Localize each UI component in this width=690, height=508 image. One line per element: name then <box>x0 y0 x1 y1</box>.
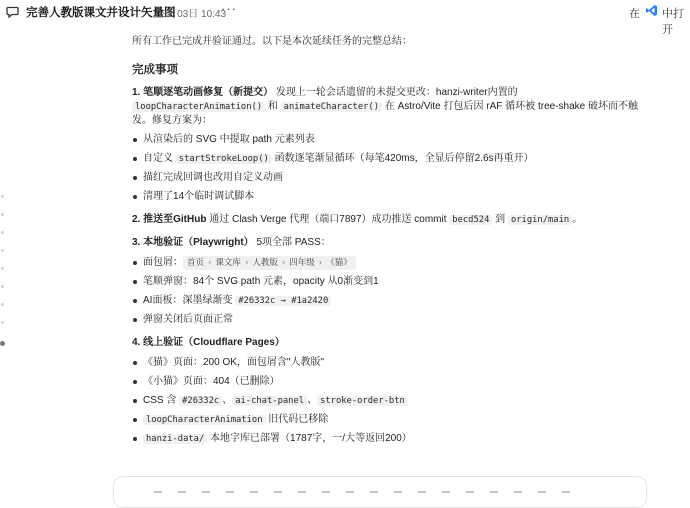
section-2-title: 2. 推送至GitHub <box>132 214 207 225</box>
list-item <box>132 256 652 270</box>
section-3-list <box>132 256 652 327</box>
input-placeholder-lines <box>154 491 584 493</box>
list-item-text: CSS 含 <box>143 395 180 406</box>
conversation-time: 08月03日 10:43 <box>156 9 227 20</box>
list-item-text: 清理了14个临时调试脚本 <box>143 191 255 202</box>
section-1-title: 1. 笔顺逐笔动画修复（新提交） <box>132 87 274 98</box>
list-item-text: 面包屑： <box>143 257 183 268</box>
section-1-list <box>132 133 652 204</box>
list-item <box>132 190 652 204</box>
list-item <box>132 432 652 446</box>
code-branch: origin/main <box>508 215 572 225</box>
intro-text: 所有工作已完成并验证通过。以下是本次延续任务的完整总结： <box>132 36 412 47</box>
list-item-text: 本地字库已部署（1787字，一/大等返回200） <box>207 433 412 444</box>
section-1-text-a: 发现上一轮会话遗留的未提交更改：hanzi-writer内置的 <box>273 87 518 98</box>
code-class: stroke-order-btn <box>317 396 408 406</box>
breadcrumb-separator: › <box>318 258 323 268</box>
scroll-dot-active[interactable] <box>0 341 5 346</box>
list-item <box>132 313 652 327</box>
list-item <box>132 294 652 308</box>
scroll-dot[interactable] <box>1 249 4 252</box>
section-3-title: 3. 本地验证（Playwright） <box>132 237 254 248</box>
section-4-list <box>132 356 652 446</box>
open-in-label: 在 <box>629 8 640 20</box>
section-2-text-c: 。 <box>572 214 583 225</box>
list-item <box>132 394 652 408</box>
breadcrumb-separator: › <box>208 258 212 268</box>
code-start-stroke-loop: startStrokeLoop() <box>176 154 272 164</box>
list-item-text: 弹窗关闭后页面正常 <box>143 314 233 325</box>
list-item <box>132 133 652 147</box>
vscode-icon[interactable] <box>645 4 658 17</box>
list-item-text: 旧代码已移除 <box>265 414 329 425</box>
section-1 <box>132 86 652 204</box>
list-item-text: 描红完成回调也改用自定义动画 <box>143 172 283 183</box>
code-path: hanzi-data/ <box>143 434 207 444</box>
scroll-dot[interactable] <box>1 303 4 306</box>
code-loop-character-animation: loopCharacterAnimation() <box>132 102 265 112</box>
conversation-title: 完善人教版课文并设计矢量图 <box>26 7 176 19</box>
list-item-text: AI面板：深墨绿渐变 <box>143 295 236 306</box>
section-heading: 完成事项 <box>132 64 178 76</box>
list-item-text: 《猫》页面：200 OK，面包屑含"人教版" <box>143 357 325 368</box>
section-1-text-c: 在 Astro/Vite 打包后因 rAF 循环被 tree-shake 破坏而不触发。修复方案为： <box>132 101 638 126</box>
list-item <box>132 152 652 166</box>
scroll-dot[interactable] <box>1 267 4 270</box>
list-item-text: 从渲染后的 SVG 中提取 path 元素列表 <box>143 134 315 145</box>
breadcrumb-item: 四年级 <box>289 258 315 268</box>
scroll-indicator[interactable] <box>0 190 8 360</box>
section-3 <box>132 236 652 327</box>
code-class: ai-chat-panel <box>232 396 307 406</box>
code-gradient: #26332c → #1a2420 <box>235 296 331 306</box>
more-icon[interactable]: ··· <box>221 1 237 16</box>
separator: 、 <box>307 395 318 406</box>
scroll-dot[interactable] <box>1 231 4 234</box>
list-item <box>132 413 652 427</box>
chat-icon <box>6 5 19 18</box>
section-4-title: 4. 线上验证（Cloudflare Pages） <box>132 337 285 348</box>
section-2 <box>132 213 652 227</box>
list-item-text: 笔顺弹窗：84个 SVG path 元素，opacity 从0渐变到1 <box>143 276 379 287</box>
breadcrumb-separator: › <box>244 258 249 268</box>
code-function: loopCharacterAnimation <box>143 415 266 425</box>
breadcrumb-separator: › <box>281 258 286 268</box>
scroll-dot[interactable] <box>1 195 4 198</box>
title-bar <box>0 0 690 36</box>
scroll-dot[interactable] <box>1 213 4 216</box>
open-in-vscode-button[interactable]: 中打开 <box>662 8 684 36</box>
scroll-dot[interactable] <box>1 321 4 324</box>
section-2-text-b: 到 <box>492 214 508 225</box>
breadcrumb-item: 课文库 <box>215 258 241 268</box>
section-3-text: 5项全部 PASS： <box>253 237 331 248</box>
section-2-text-a: 通过 Clash Verge 代理（端口7897）成功推送 commit <box>206 214 450 225</box>
breadcrumb-item: 首页 <box>187 258 205 268</box>
chat-input[interactable] <box>113 476 647 508</box>
breadcrumb <box>183 256 356 270</box>
breadcrumb-item: 《猫》 <box>326 258 352 268</box>
section-1-text-b: 和 <box>265 101 281 112</box>
code-color: #26332c <box>179 396 222 406</box>
list-item-text: 自定义 <box>143 153 176 164</box>
breadcrumb-item: 人教版 <box>252 258 278 268</box>
list-item <box>132 275 652 289</box>
code-commit-hash: becd524 <box>449 215 492 225</box>
scroll-dot[interactable] <box>1 285 4 288</box>
code-animate-character: animateCharacter() <box>281 102 382 112</box>
list-item <box>132 375 652 389</box>
assistant-message <box>132 35 652 446</box>
list-item-text: 《小猫》页面：404（已删除） <box>143 376 280 387</box>
list-item <box>132 171 652 185</box>
section-4 <box>132 336 652 446</box>
separator: 、 <box>222 395 233 406</box>
list-item <box>132 356 652 370</box>
list-item-text: 函数逐笔渐显循环（每笔420ms，全显后停留2.6s再重开） <box>271 153 534 164</box>
